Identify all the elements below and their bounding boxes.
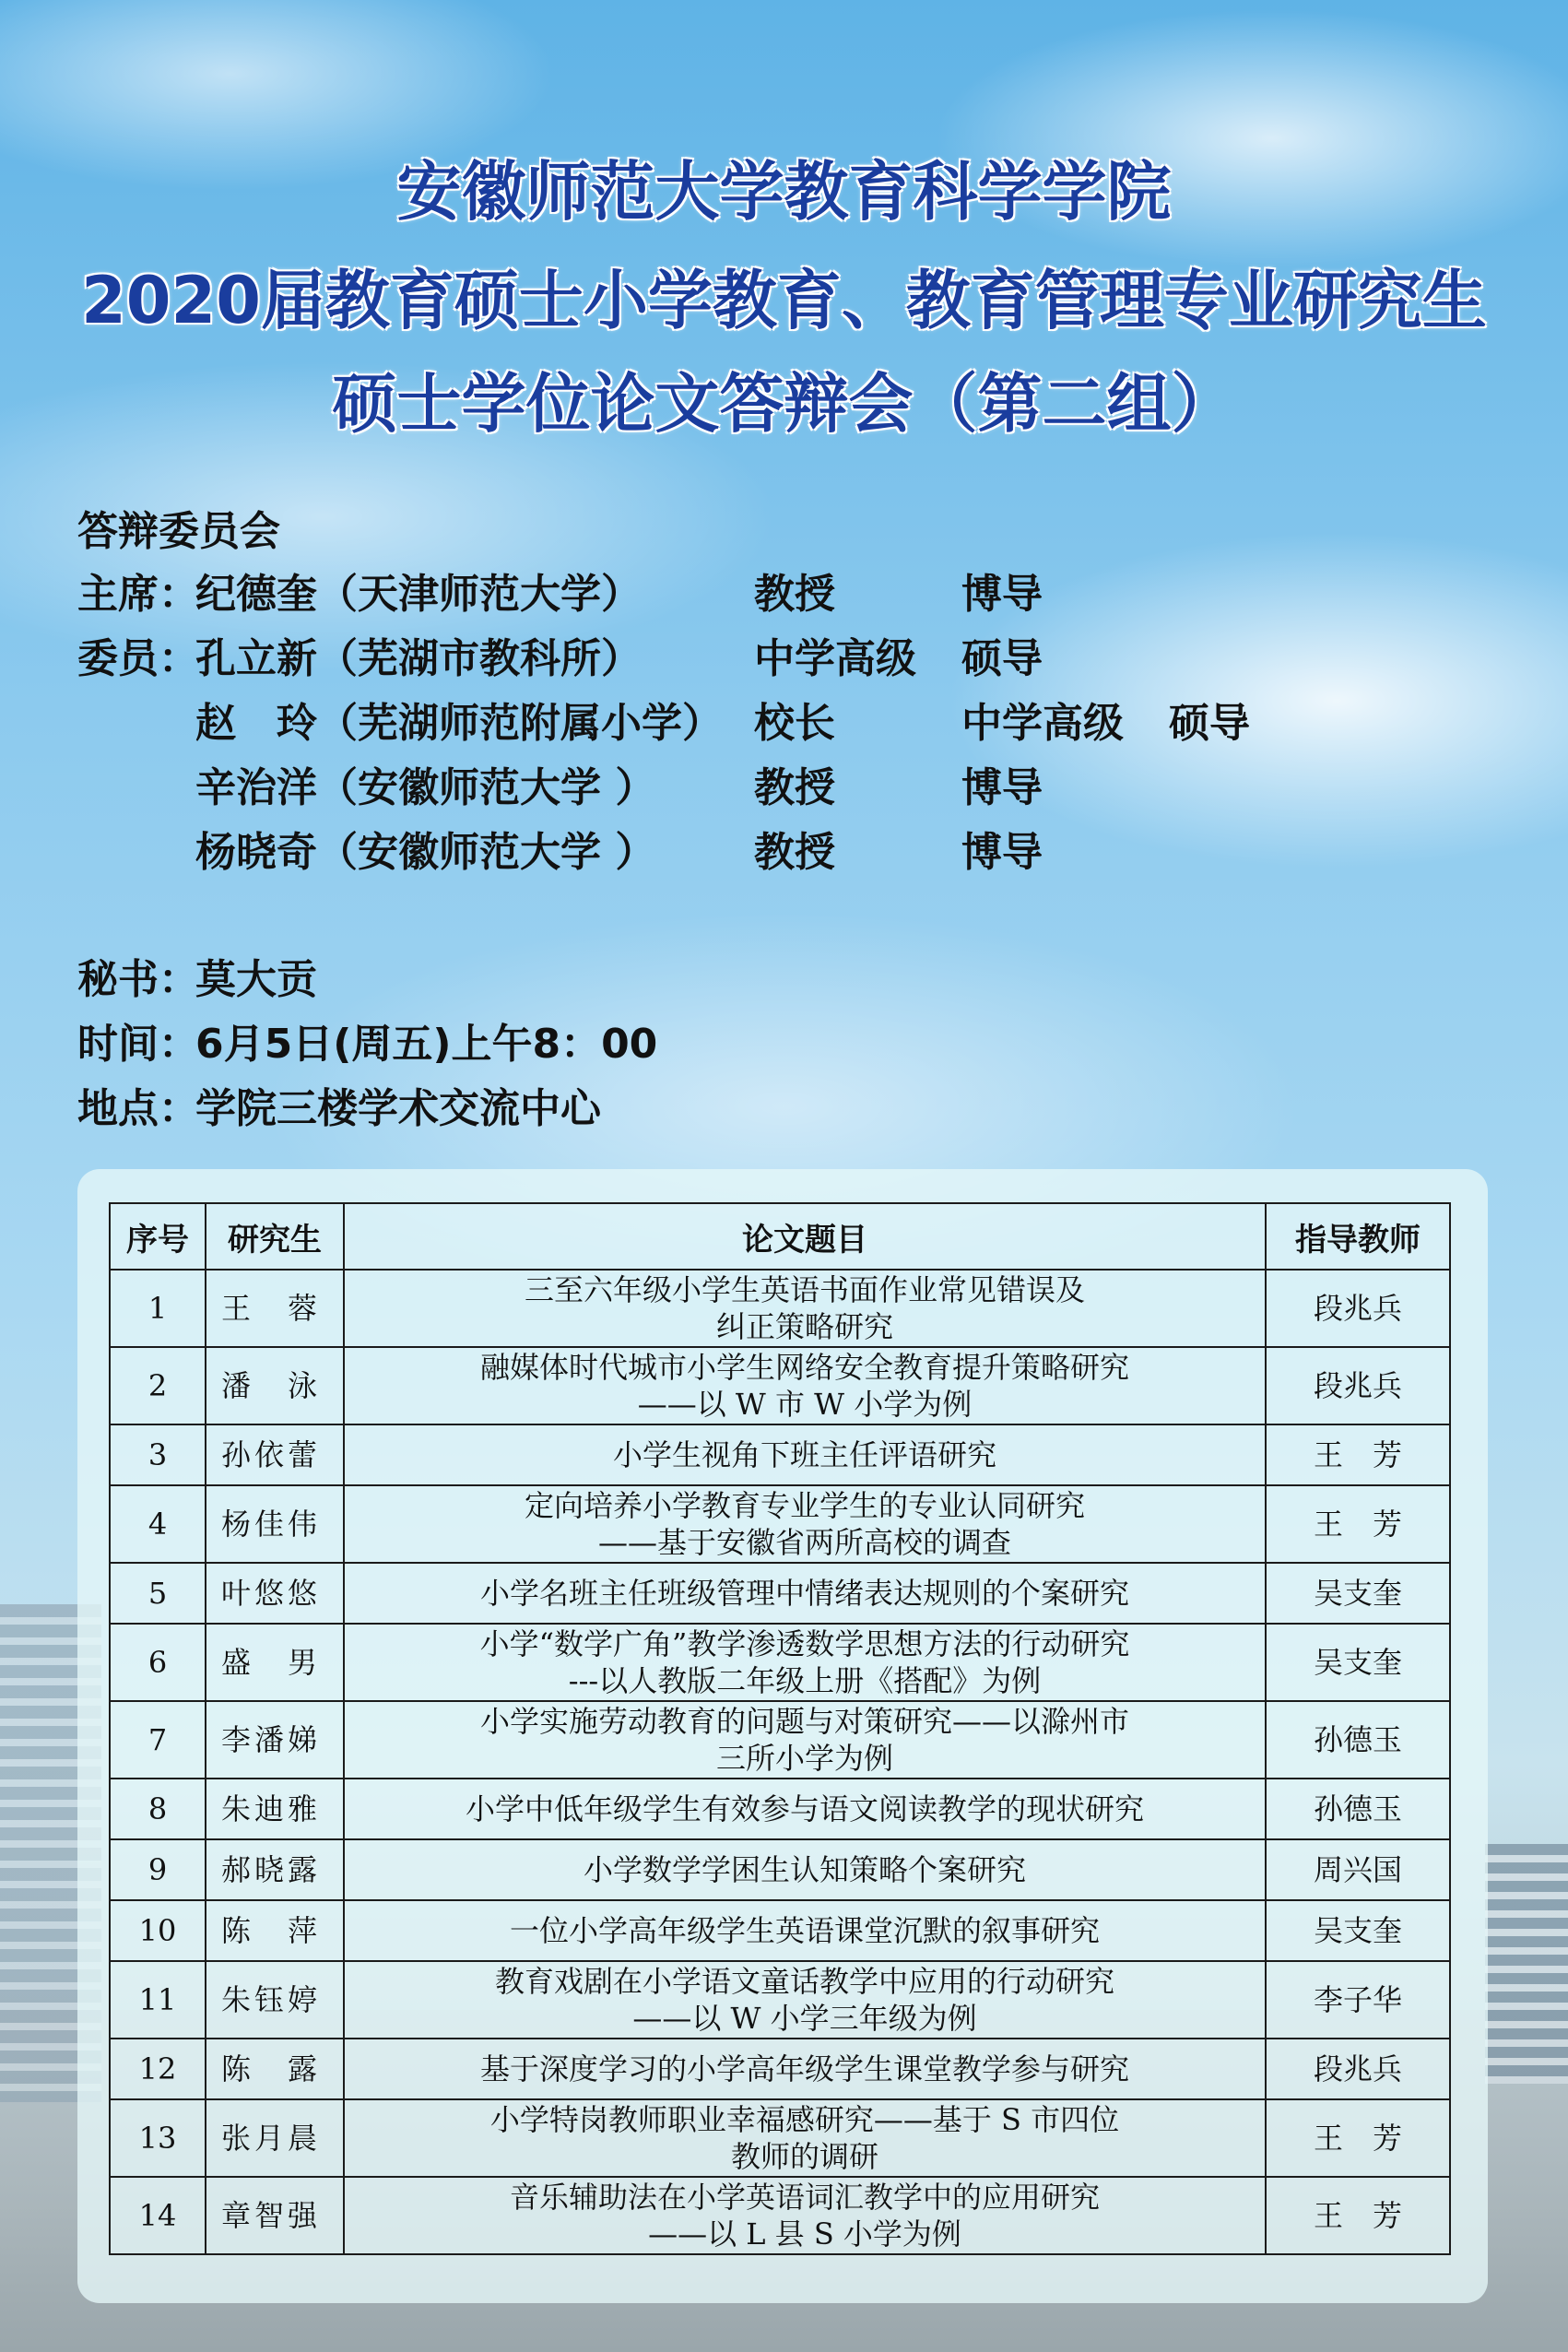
row-number: 12 — [110, 2039, 206, 2099]
thesis-title-line2: ---以人教版二年级上册《搭配》为例 — [568, 1663, 1042, 1698]
thesis-title-line1: 小学实施劳动教育的问题与对策研究——以滁州市 — [479, 1704, 1129, 1739]
thesis-title-line2: 教师的调研 — [730, 2139, 878, 2174]
row-advisor: 孙德玉 — [1266, 1701, 1450, 1779]
row-thesis-title — [344, 1563, 1266, 1624]
defense-schedule-table — [109, 1202, 1451, 2255]
member-title1: 中学高级 — [754, 635, 916, 682]
member-title1: 教授 — [754, 829, 835, 876]
row-student: 王 蓉 — [206, 1270, 344, 1347]
table-row — [110, 1961, 1450, 2039]
row-student: 陈 萍 — [206, 1900, 344, 1961]
thesis-title-line2: ——以 L 县 S 小学为例 — [648, 2216, 961, 2252]
row-number: 5 — [110, 1563, 206, 1624]
row-student: 孙依蕾 — [206, 1424, 344, 1485]
row-advisor: 李子华 — [1266, 1961, 1450, 2039]
member-name: 辛治洋（安徽师范大学 ） — [195, 764, 656, 811]
row-student: 陈 露 — [206, 2039, 344, 2099]
place-label: 地点： — [77, 1085, 199, 1132]
member-name: 赵 玲（芜湖师范附属小学） — [195, 700, 723, 747]
member-title1: 教授 — [754, 764, 835, 811]
row-student: 叶悠悠 — [206, 1563, 344, 1624]
row-advisor: 段兆兵 — [1266, 1347, 1450, 1424]
row-advisor: 吴支奎 — [1266, 1624, 1450, 1701]
member-title2: 博导 — [961, 829, 1043, 876]
row-number: 9 — [110, 1839, 206, 1900]
row-advisor: 王 芳 — [1266, 1424, 1450, 1485]
thesis-title-line1: 基于深度学习的小学高年级学生课堂教学参与研究 — [479, 2051, 1129, 2086]
row-number: 10 — [110, 1900, 206, 1961]
row-student: 郝晓露 — [206, 1839, 344, 1900]
table-row — [110, 1839, 1450, 1900]
table-row — [110, 1347, 1450, 1424]
row-number: 3 — [110, 1424, 206, 1485]
member-title1: 校长 — [754, 700, 835, 747]
secretary-name: 莫大贡 — [195, 956, 317, 1003]
defense-time: 6月5日(周五)上午8：00 — [195, 1021, 658, 1068]
row-student: 朱钰婷 — [206, 1961, 344, 2039]
poster-title-line1: 安徽师范大学教育科学学院 — [396, 154, 1172, 230]
member-title2: 中学高级 — [961, 700, 1124, 747]
table-row — [110, 1701, 1450, 1779]
thesis-title-line1: 小学中低年级学生有效参与语文阅读教学的现状研究 — [465, 1791, 1144, 1826]
background-building-right — [1485, 1844, 1568, 2084]
table-row — [110, 1779, 1450, 1839]
row-thesis-title — [344, 1961, 1266, 2039]
row-number: 4 — [110, 1485, 206, 1563]
row-student: 张月晨 — [206, 2099, 344, 2177]
row-advisor: 王 芳 — [1266, 1485, 1450, 1563]
thesis-title-line1: 融媒体时代城市小学生网络安全教育提升策略研究 — [479, 1350, 1129, 1385]
row-thesis-title — [344, 2039, 1266, 2099]
poster-title-line2: 2020届教育硕士小学教育、教育管理专业研究生 — [81, 263, 1487, 338]
defense-place: 学院三楼学术交流中心 — [195, 1085, 601, 1132]
row-thesis-title — [344, 1701, 1266, 1779]
table-header-row — [110, 1203, 1450, 1270]
member-name: 杨晓奇（安徽师范大学 ） — [195, 829, 656, 876]
row-thesis-title — [344, 1485, 1266, 1563]
row-advisor: 段兆兵 — [1266, 1270, 1450, 1347]
thesis-title-line1: 音乐辅助法在小学英语词汇教学中的应用研究 — [509, 2180, 1100, 2215]
chair-title1: 教授 — [754, 571, 835, 618]
row-student: 杨佳伟 — [206, 1485, 344, 1563]
member-title2: 博导 — [961, 764, 1043, 811]
table-row — [110, 1900, 1450, 1961]
header-advisor: 指导教师 — [1266, 1203, 1450, 1270]
row-number: 6 — [110, 1624, 206, 1701]
member-label: 委员： — [77, 635, 199, 682]
row-thesis-title — [344, 1779, 1266, 1839]
row-number: 13 — [110, 2099, 206, 2177]
member-name: 孔立新（芜湖市教科所） — [195, 635, 642, 682]
thesis-title-line1: 小学“数学广角”教学渗透数学思想方法的行动研究 — [479, 1626, 1130, 1661]
member-title3: 硕导 — [1169, 700, 1250, 747]
row-thesis-title — [344, 2177, 1266, 2254]
row-thesis-title — [344, 1424, 1266, 1485]
time-label: 时间： — [77, 1021, 199, 1068]
thesis-title-line2: 纠正策略研究 — [715, 1309, 893, 1344]
header-student: 研究生 — [206, 1203, 344, 1270]
table-row — [110, 2039, 1450, 2099]
table-row — [110, 1485, 1450, 1563]
thesis-title-line1: 定向培养小学教育专业学生的专业认同研究 — [524, 1488, 1085, 1523]
row-advisor: 王 芳 — [1266, 2099, 1450, 2177]
committee-heading: 答辩委员会 — [77, 508, 280, 555]
table-row — [110, 1563, 1450, 1624]
row-number: 1 — [110, 1270, 206, 1347]
chair-name: 纪德奎（天津师范大学） — [195, 571, 642, 618]
thesis-title-line2: ——基于安徽省两所高校的调查 — [597, 1525, 1011, 1560]
row-student: 朱迪雅 — [206, 1779, 344, 1839]
row-number: 7 — [110, 1701, 206, 1779]
row-advisor: 孙德玉 — [1266, 1779, 1450, 1839]
row-advisor: 周兴国 — [1266, 1839, 1450, 1900]
row-thesis-title — [344, 2099, 1266, 2177]
table-row — [110, 1624, 1450, 1701]
table-row — [110, 1270, 1450, 1347]
thesis-title-line1: 一位小学高年级学生英语课堂沉默的叙事研究 — [509, 1913, 1100, 1948]
chair-title2: 博导 — [961, 571, 1043, 618]
row-thesis-title — [344, 1839, 1266, 1900]
poster-title-line3: 硕士学位论文答辩会（第二组） — [332, 366, 1236, 442]
row-number: 2 — [110, 1347, 206, 1424]
secretary-label: 秘书： — [77, 956, 199, 1003]
row-thesis-title — [344, 1624, 1266, 1701]
thesis-title-line2: 三所小学为例 — [715, 1741, 893, 1776]
row-thesis-title — [344, 1347, 1266, 1424]
row-advisor: 吴支奎 — [1266, 1900, 1450, 1961]
thesis-title-line1: 小学名班主任班级管理中情绪表达规则的个案研究 — [479, 1576, 1129, 1611]
row-advisor: 王 芳 — [1266, 2177, 1450, 2254]
thesis-title-line1: 教育戏剧在小学语文童话教学中应用的行动研究 — [494, 1964, 1114, 1999]
table-row — [110, 2099, 1450, 2177]
row-student: 盛 男 — [206, 1624, 344, 1701]
thesis-title-line1: 三至六年级小学生英语书面作业常见错误及 — [524, 1272, 1085, 1307]
row-advisor: 吴支奎 — [1266, 1563, 1450, 1624]
row-thesis-title — [344, 1270, 1266, 1347]
header-number: 序号 — [110, 1203, 206, 1270]
table-row — [110, 1424, 1450, 1485]
row-number: 14 — [110, 2177, 206, 2254]
table-row — [110, 2177, 1450, 2254]
row-student: 潘 泳 — [206, 1347, 344, 1424]
row-number: 8 — [110, 1779, 206, 1839]
thesis-title-line2: ——以 W 市 W 小学为例 — [637, 1387, 973, 1422]
row-thesis-title — [344, 1900, 1266, 1961]
thesis-title-line2: ——以 W 小学三年级为例 — [632, 2001, 977, 2036]
row-advisor: 段兆兵 — [1266, 2039, 1450, 2099]
thesis-title-line1: 小学生视角下班主任评语研究 — [612, 1437, 996, 1472]
thesis-title-line1: 小学特岗教师职业幸福感研究——基于 S 市四位 — [489, 2102, 1120, 2137]
header-thesis-title: 论文题目 — [344, 1203, 1266, 1270]
row-student: 李潘娣 — [206, 1701, 344, 1779]
row-student: 章智强 — [206, 2177, 344, 2254]
row-number: 11 — [110, 1961, 206, 2039]
thesis-title-line1: 小学数学学困生认知策略个案研究 — [583, 1852, 1026, 1887]
member-title2: 硕导 — [961, 635, 1043, 682]
chair-label: 主席： — [77, 571, 199, 618]
